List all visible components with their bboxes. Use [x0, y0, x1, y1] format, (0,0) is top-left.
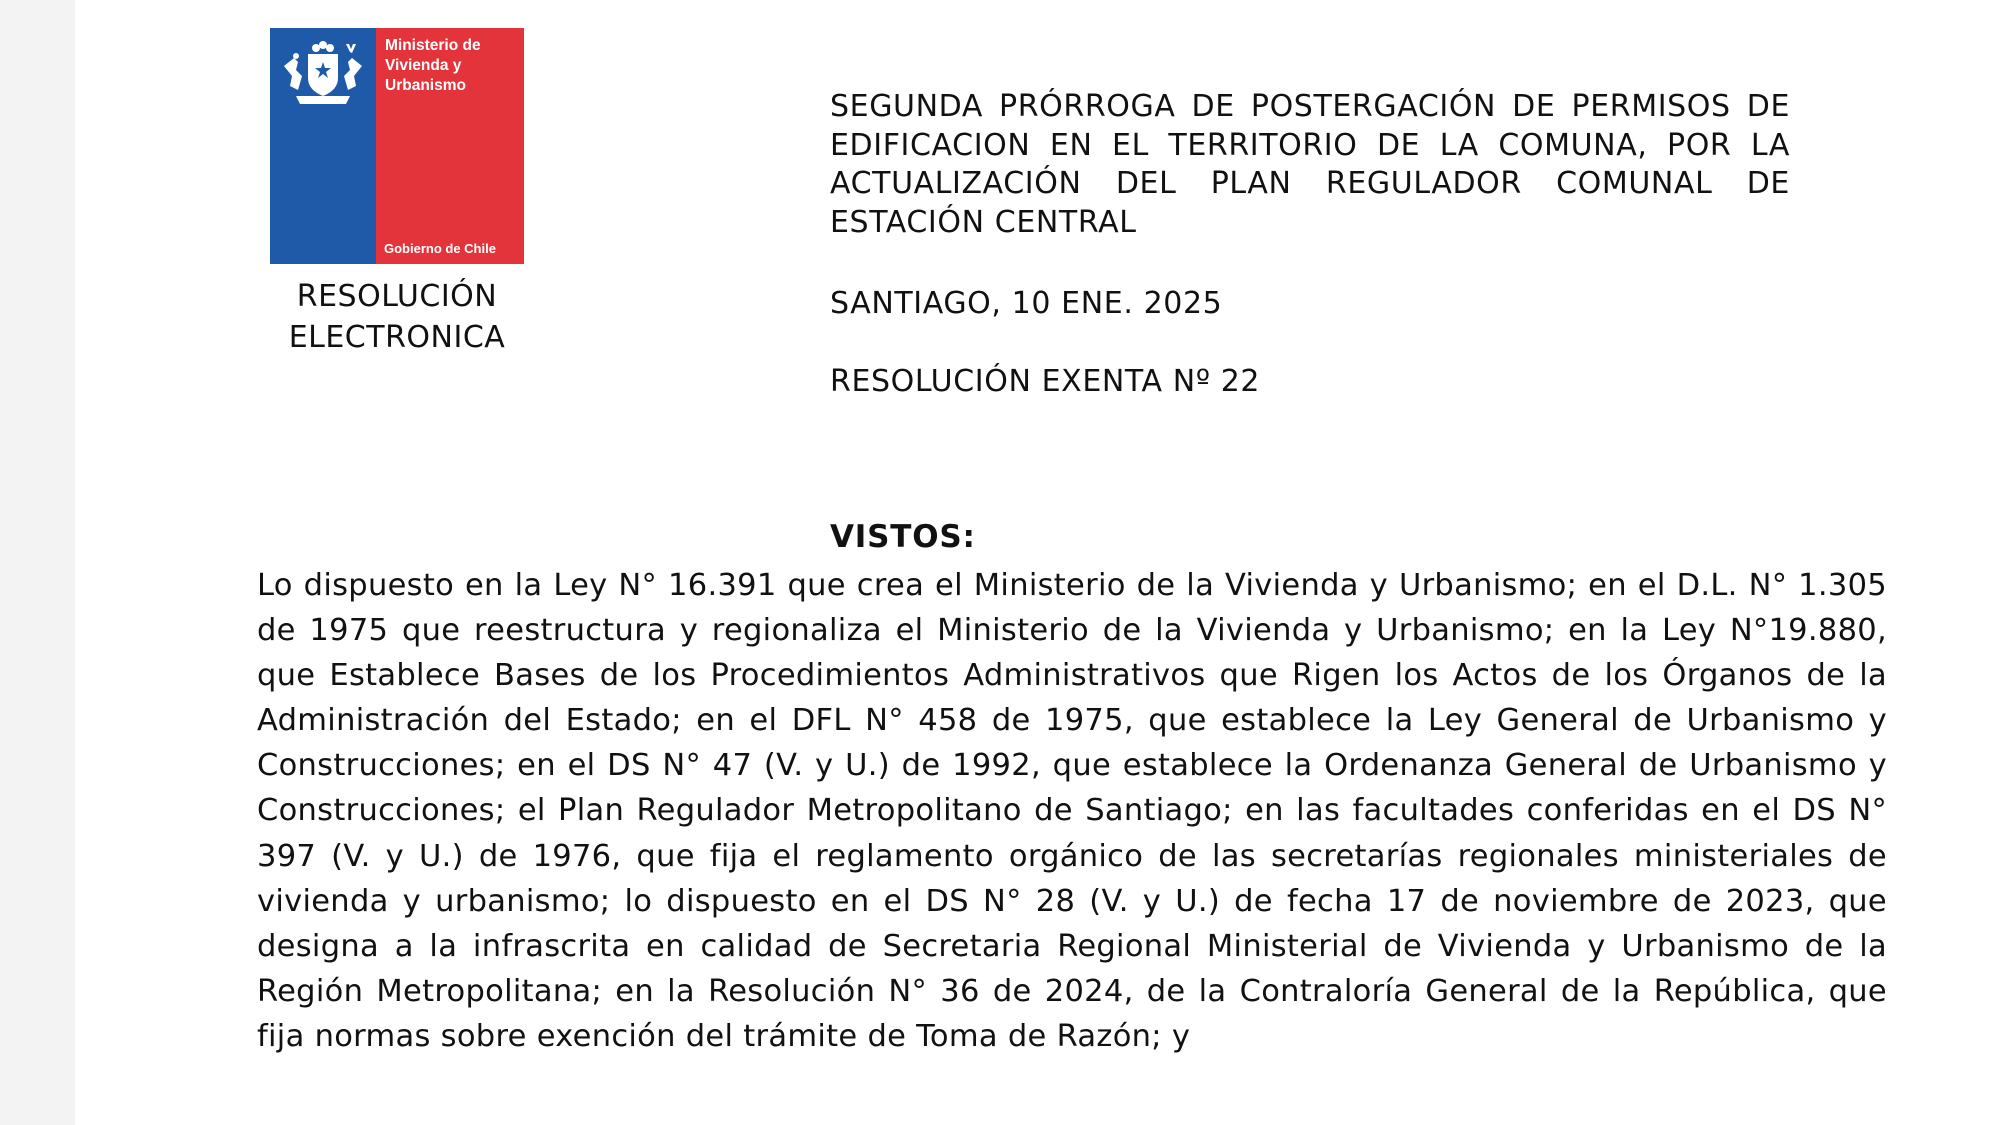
logo-ministry-line: Vivienda y: [385, 57, 462, 74]
resolution-type-line: RESOLUCIÓN: [296, 279, 498, 314]
logo-government-label: Gobierno de Chile: [384, 241, 496, 256]
ministry-logo: [270, 28, 524, 264]
resolution-number: RESOLUCIÓN EXENTA Nº 22: [830, 364, 1261, 399]
document-page: [75, 0, 2000, 1125]
logo-ministry-line: Urbanismo: [385, 77, 466, 94]
vistos-body-text: Lo dispuesto en la Ley N° 16.391 que crea el Ministerio de la Vivienda y Urbanismo; en el D.L. N° 1.305 de 1975 que reestructura y regionaliza el Ministerio de la Vivienda y Urbanismo; en la Ley N°19.880, que Establece Bases de los Procedimientos Administrativos que Rigen los Actos de los Órganos de la Administración del Estado; en el DFL N° 458 de 1975, que establece la Ley General de Urbanismo y Construcciones; en el DS N° 47 (V. y U.) de 1992, que establece la Ordenanza General de Urbanismo y Construcciones; el Plan Regulador Metropolitano de Santiago; en las facultades conferidas en el DS N° 397 (V. y U.) de 1976, que fija el reglamento orgánico de las secretarías regionales ministeriales de vivienda y urbanismo; lo dispuesto en el DS N° 28 (V. y U.) de fecha 17 de noviembre de 2023, que designa a la infrascrita en calidad de Secretaria Regional Ministerial de Vivienda y Urbanismo de la Región Metropolitana; en la Resolución N° 36 de 2024, de la Contraloría General de la República, que fija normas sobre exención del trámite de Toma de Razón; y: [257, 568, 1887, 1054]
logo-ministry-name: [385, 36, 525, 96]
logo-red-panel: [376, 28, 524, 264]
document-title: SEGUNDA PRÓRROGA DE POSTERGACIÓN DE PERMISOS DE EDIFICACION EN EL TERRITORIO DE LA COMUNA, POR LA ACTUALIZACIÓN DEL PLAN REGULADOR COMUNAL DE ESTACIÓN CENTRAL: [830, 89, 1790, 240]
logo-blue-panel: [270, 28, 376, 264]
vistos-heading: VISTOS:: [830, 519, 976, 555]
resolution-type-line: ELECTRONICA: [288, 320, 506, 355]
coat-of-arms-icon: [280, 36, 366, 108]
resolution-type-label: [257, 276, 537, 358]
document-date: SANTIAGO, 10 ENE. 2025: [830, 286, 1223, 321]
logo-ministry-line: Ministerio de: [385, 37, 481, 54]
